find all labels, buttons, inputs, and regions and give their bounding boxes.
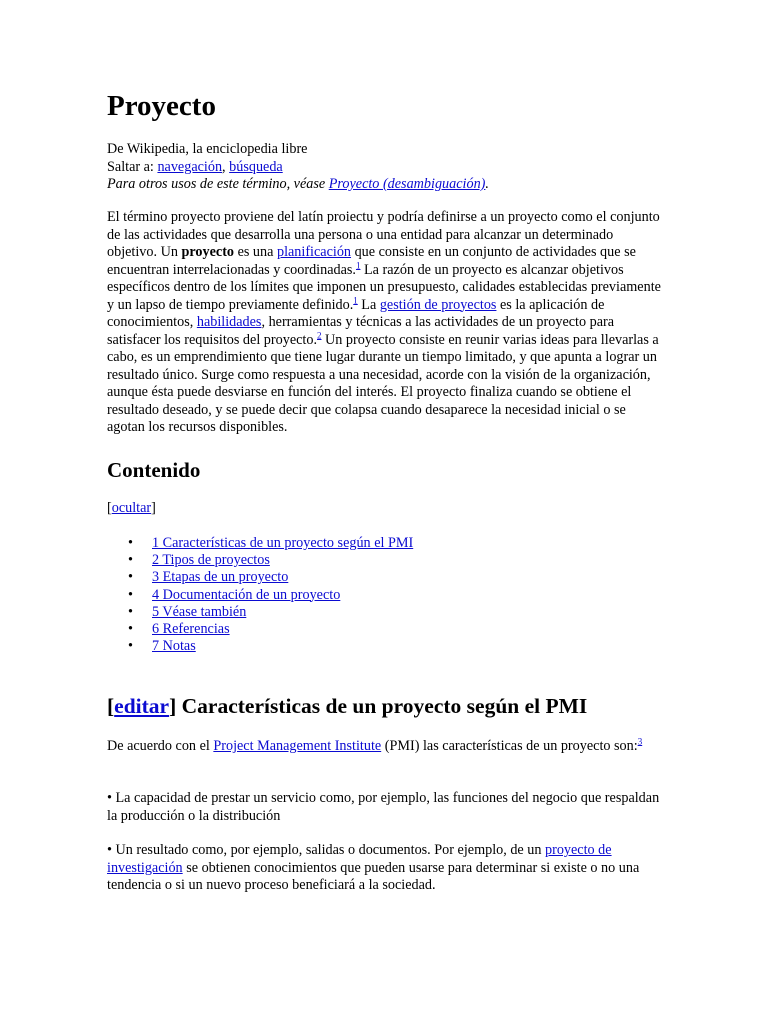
intro-text: La xyxy=(357,296,380,313)
page-title: Proyecto xyxy=(107,90,216,122)
bullet-icon: • xyxy=(128,535,133,551)
intro-text: es la aplicación de conocimientos, xyxy=(107,296,605,330)
intro-text: La razón de un proyecto es alcanzar objetivos específicos dentro de los límites que imponen un presupuesto, calidades establecidas previamente y un lapso de tiempo previamente definido. xyxy=(107,261,661,313)
section-heading xyxy=(107,692,587,720)
intro-text: es una xyxy=(234,244,277,260)
disambiguation-line xyxy=(107,176,489,194)
toc-item xyxy=(107,569,413,586)
jump-navigation-link[interactable]: navegación xyxy=(157,158,223,175)
jump-line xyxy=(107,159,489,177)
reference-1-link[interactable]: 1 xyxy=(355,259,361,270)
jump-label: Saltar a: xyxy=(107,158,158,175)
section-title: Características de un proyecto según el PMI xyxy=(181,694,588,718)
pmi-link[interactable]: Project Management Institute xyxy=(213,738,382,754)
reference-3-link[interactable]: 3 xyxy=(637,736,643,747)
gestion-de-proyectos-link[interactable]: gestión de proyectos xyxy=(379,296,497,313)
toc-item xyxy=(107,535,413,552)
jump-separator: , xyxy=(222,158,230,175)
toc-item xyxy=(107,604,413,621)
bracket-open: [ xyxy=(107,500,112,516)
toc-item xyxy=(107,638,413,655)
toc-title: Contenido xyxy=(107,458,201,482)
intro-text: que consiste en un conjunto de actividades que se encuentran interrelacionadas y coordinadas. xyxy=(107,244,636,278)
bracket-open: [ xyxy=(107,694,115,718)
toc-hide-link[interactable]: ocultar xyxy=(111,500,152,516)
paragraph-text: se obtienen conocimientos que pueden usarse para determinar si existe o no una tendencia o si un nuevo proceso beneficiará a la sociedad. xyxy=(107,859,640,893)
paragraph-text: De acuerdo con el xyxy=(107,738,214,754)
planificacion-link[interactable]: planificación xyxy=(276,244,352,260)
intro-paragraph xyxy=(107,209,662,437)
disambiguation-link[interactable]: Proyecto (desambiguación) xyxy=(328,176,486,192)
bracket-close: ] xyxy=(151,500,156,516)
bullet-icon: • xyxy=(128,603,133,620)
toc-link-notas[interactable]: 7 Notas xyxy=(152,638,196,655)
toc-link-etapas[interactable]: 3 Etapas de un proyecto xyxy=(152,569,289,586)
edit-section-link[interactable]: editar xyxy=(114,694,170,718)
intro-text: Un proyecto consiste en reunir varias ideas para llevarlas a cabo, es un emprendimiento que tiene lugar durante un tiempo limitado, y que apunta a lograr un resultado único. Surge como respuesta a una necesidad, acorde con la visión de la organización, aunque ésta puede desviarse en función del interés. El proyecto finaliza cuando se obtiene el resultado deseado, y se puede decir que colapsa cuando desaparece la necesidad inicial o se agotan los recursos disponibles. xyxy=(107,331,659,435)
bullet-icon: • xyxy=(128,621,133,638)
source-line: De Wikipedia, la enciclopedia libre xyxy=(107,141,308,157)
toc-link-caracteristicas[interactable]: 1 Características de un proyecto según el PMI xyxy=(152,535,414,551)
toc-item xyxy=(107,552,413,569)
intro-text: , herramientas y técnicas a las actividades de un proyecto para satisfacer los requisitos del proyecto. xyxy=(107,314,615,348)
reference-2-link[interactable]: 2 xyxy=(317,329,322,340)
toc-link-tipos[interactable]: 2 Tipos de proyectos xyxy=(152,552,270,569)
habilidades-link[interactable]: habilidades xyxy=(196,314,262,330)
toc-link-vease-tambien[interactable]: 5 Véase también xyxy=(152,603,247,620)
intro-text: El término proyecto proviene del latín proiectu y podría definirse a un proyecto como el conjunto de las actividades que desarrolla una persona o una entidad para alcanzar un determinado objetivo. Un xyxy=(107,209,660,260)
toc-link-documentacion[interactable]: 4 Documentación de un proyecto xyxy=(152,586,341,603)
section-paragraph xyxy=(107,738,662,756)
article-meta xyxy=(107,141,489,194)
toc-toggle xyxy=(107,500,156,518)
disambiguation-suffix: . xyxy=(485,176,489,192)
bullet-paragraph xyxy=(107,842,662,895)
intro-bold-term: proyecto xyxy=(181,244,235,260)
toc-list xyxy=(107,535,413,655)
bullet-paragraph: • La capacidad de prestar un servicio como, por ejemplo, las funciones del negocio que respaldan la producción o la distribución xyxy=(107,790,660,824)
bullet-icon: • xyxy=(128,586,133,603)
toc-item xyxy=(107,621,413,638)
toc-link-referencias[interactable]: 6 Referencias xyxy=(152,621,230,638)
reference-1b-link[interactable]: 1 xyxy=(353,294,358,305)
disambiguation-prefix: Para otros usos de este término, véase xyxy=(107,176,329,192)
paragraph-text: • Un resultado como, por ejemplo, salidas o documentos. Por ejemplo, de un xyxy=(107,842,545,858)
bullet-icon: • xyxy=(128,569,133,586)
bullet-icon: • xyxy=(128,638,133,655)
toc-item xyxy=(107,587,413,604)
proyecto-de-investigacion-link[interactable]: proyecto de investigación xyxy=(107,842,612,876)
paragraph-text: (PMI) las características de un proyecto son: xyxy=(381,738,638,754)
bracket-close: ] xyxy=(169,694,182,718)
jump-search-link[interactable]: búsqueda xyxy=(229,158,283,175)
bullet-icon: • xyxy=(128,552,133,569)
